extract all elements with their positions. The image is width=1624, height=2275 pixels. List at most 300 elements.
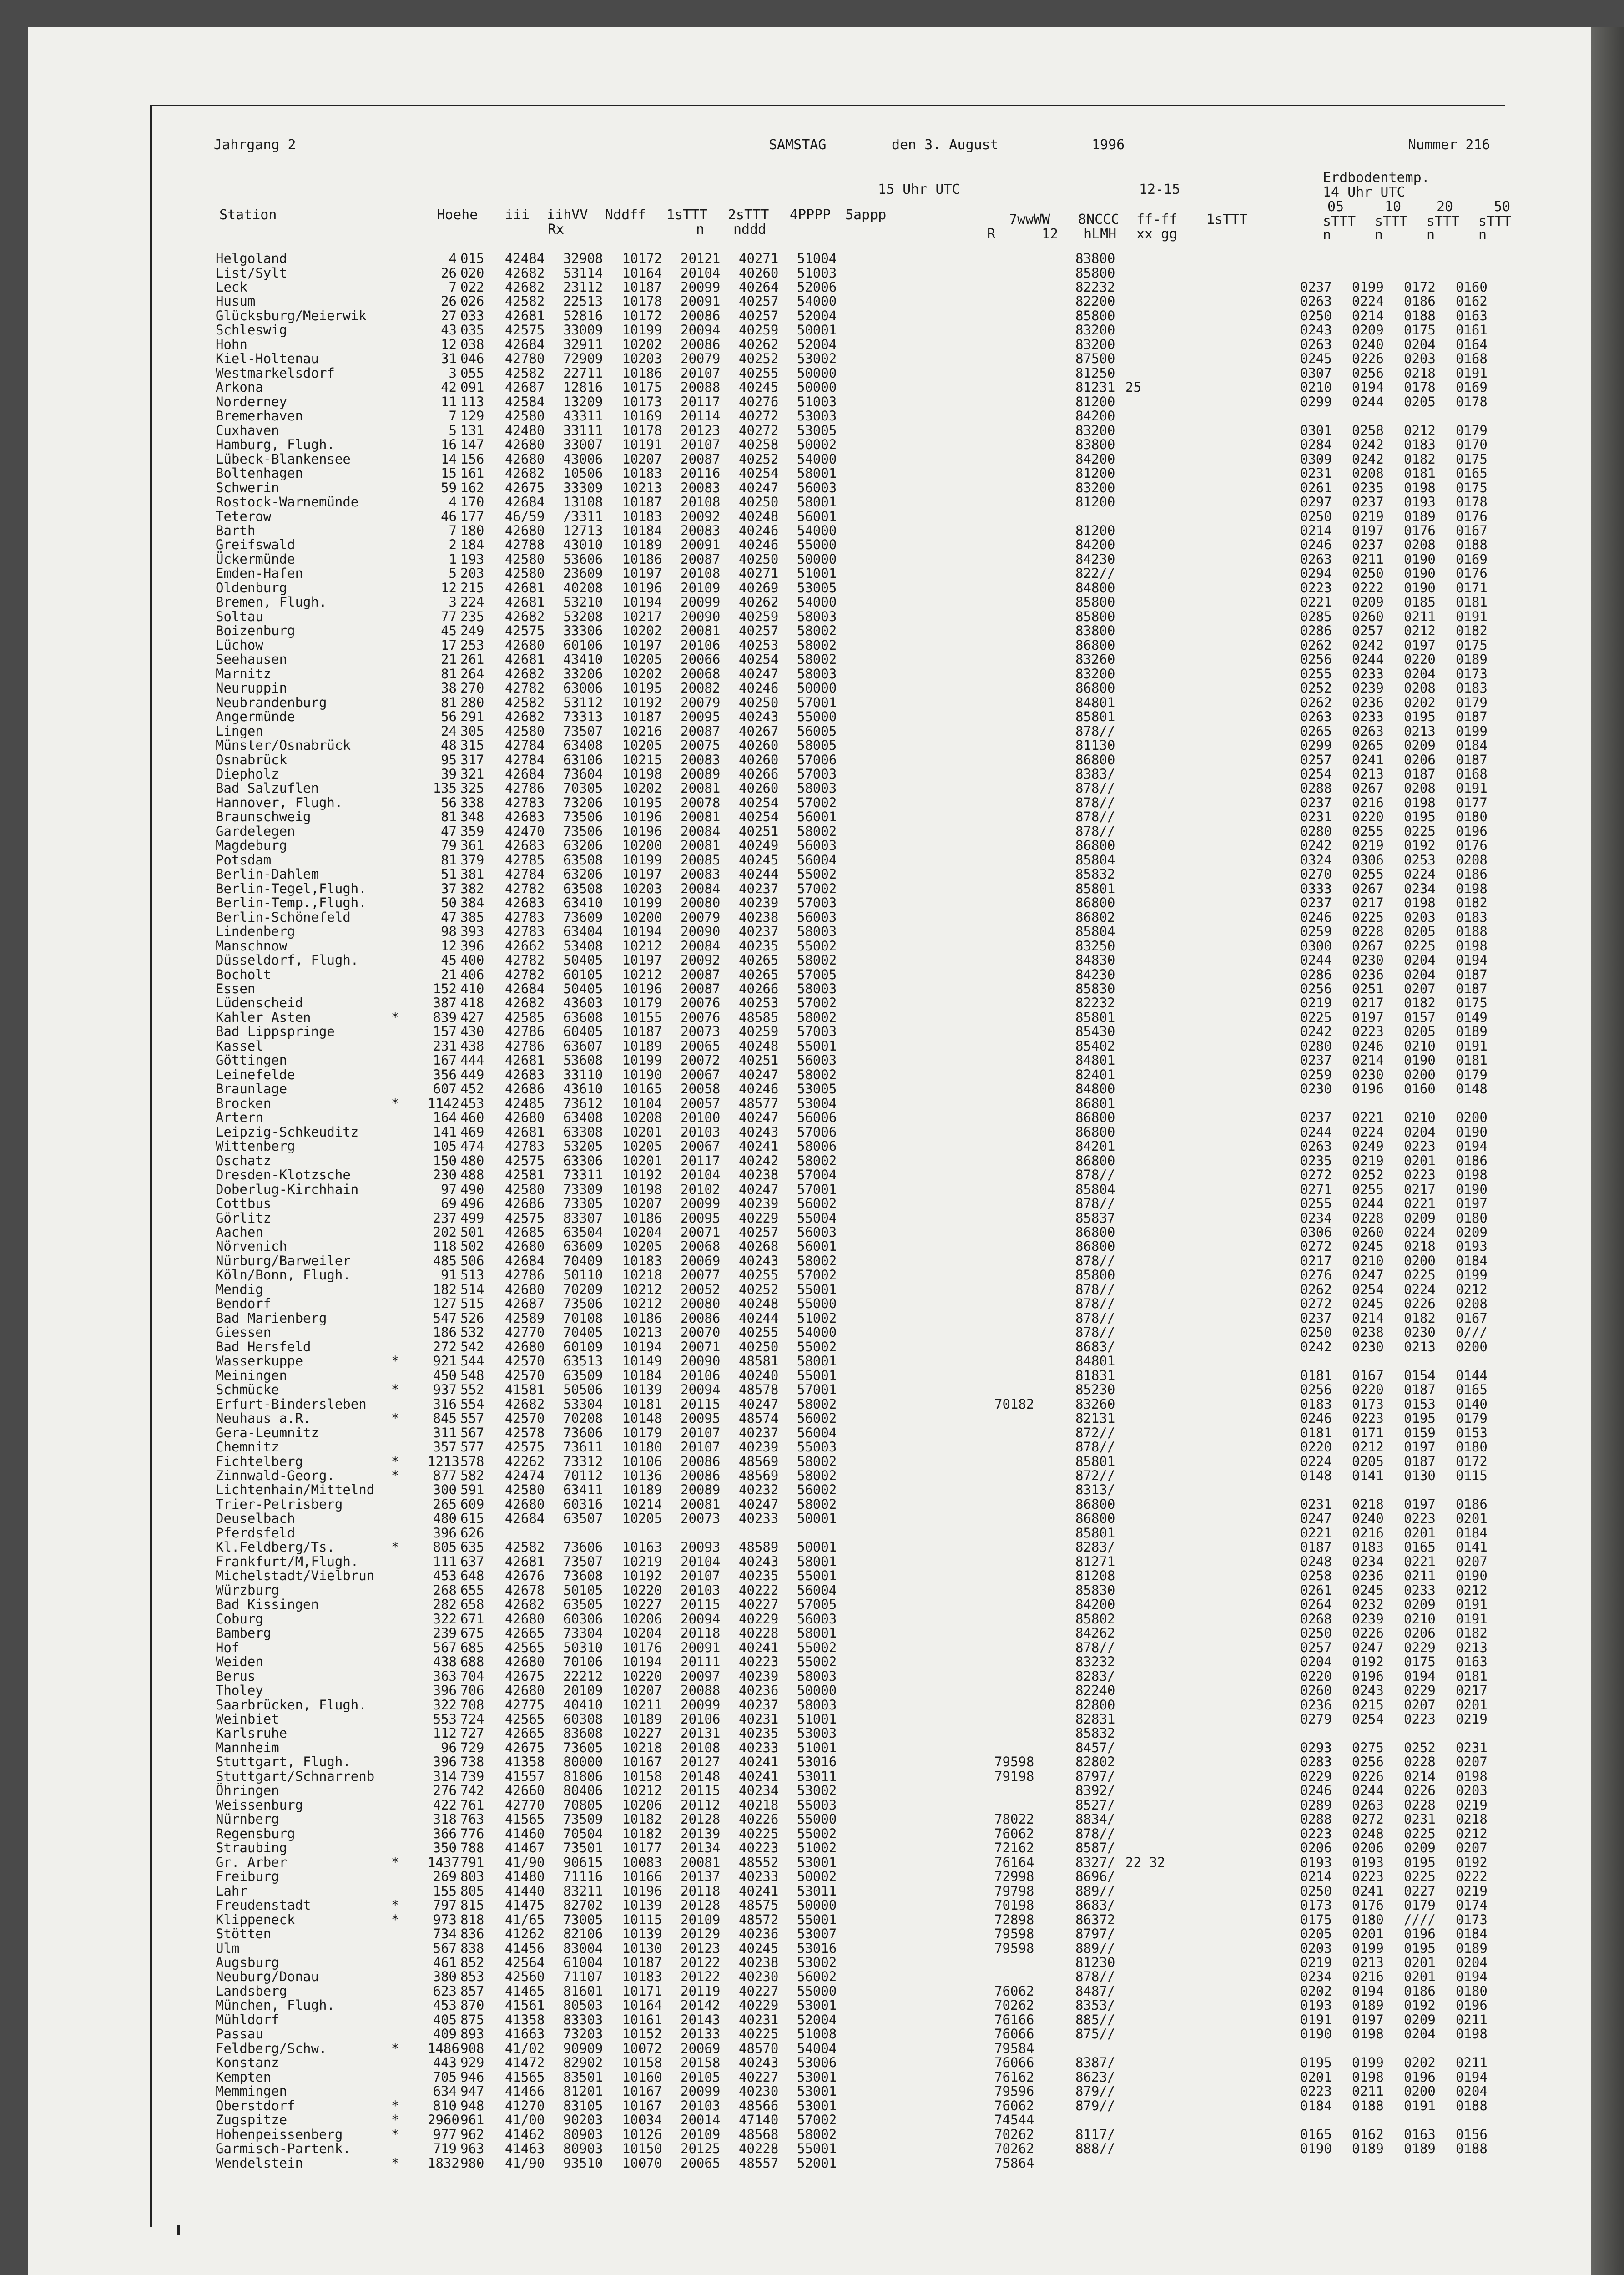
- dewpoint-group: 20092: [681, 508, 721, 524]
- cloud-group: 8327/: [1075, 1854, 1115, 1870]
- soil-temp-05: 0220: [1300, 1668, 1332, 1684]
- hoehe: 164: [433, 1110, 457, 1126]
- soil-temp-05: 0237: [1300, 1052, 1332, 1068]
- mountain-mark: *: [391, 1009, 399, 1025]
- cloud-group: 86802: [1075, 909, 1115, 925]
- soil-temp-20: 0202: [1404, 2055, 1436, 2071]
- soil-temp-20: 0201: [1404, 1969, 1436, 1985]
- table-row: [0, 1625, 1488, 1641]
- soil-temp-50: 0191: [1456, 1038, 1488, 1054]
- hoehe: 316: [433, 1396, 457, 1412]
- station-name: Cuxhaven: [216, 422, 279, 438]
- soil-temp-05: 0237: [1300, 1110, 1332, 1126]
- tendency-group: 56003: [797, 480, 837, 495]
- table-row: [0, 666, 1488, 682]
- soil-temp-10: 0242: [1352, 437, 1384, 453]
- nddff: 73506: [563, 1296, 603, 1312]
- cloud-group: 878//: [1075, 780, 1115, 796]
- soil-temp-05: 0309: [1300, 451, 1332, 467]
- temp-group: 10192: [622, 1568, 662, 1584]
- station-name: Gera-Leumnitz: [216, 1425, 319, 1441]
- temp-group: 10207: [622, 1196, 662, 1211]
- sttt-50: sTTT: [1478, 213, 1512, 229]
- table-row: [0, 1110, 1488, 1126]
- tendency-group: 55002: [797, 938, 837, 954]
- station-id: 393: [460, 924, 484, 940]
- hoehe: 4: [449, 251, 457, 266]
- temp-group: 10201: [622, 1124, 662, 1140]
- soil-temp-05: 0203: [1300, 1940, 1332, 1956]
- pressure-group: 40244: [739, 866, 779, 882]
- nddff: 63509: [563, 1367, 603, 1383]
- station-name: Stuttgart, Flugh.: [216, 1754, 351, 1770]
- temp-group: 10199: [622, 1052, 662, 1068]
- cloud-group: 86800: [1075, 752, 1115, 768]
- pressure-group: 40230: [739, 1969, 779, 1985]
- tendency-group: 58002: [797, 1467, 837, 1483]
- weather-group: 76062: [994, 1983, 1034, 1999]
- soil-temp-10: 0222: [1352, 580, 1384, 596]
- hoehe: 2: [449, 537, 457, 553]
- soil-temp-10: 0183: [1352, 1539, 1384, 1555]
- iihvv: 42783: [505, 1138, 545, 1154]
- nddff: 73604: [563, 766, 603, 782]
- temp-group: 10207: [622, 1683, 662, 1698]
- station-id: 249: [460, 623, 484, 639]
- nddff: 70208: [563, 1410, 603, 1426]
- station-id: 675: [460, 1625, 484, 1641]
- station-id: 177: [460, 508, 484, 524]
- hoehe: 450: [433, 1367, 457, 1383]
- tendency-group: 51002: [797, 1840, 837, 1856]
- station-id: 655: [460, 1582, 484, 1598]
- soil-temp-50: 0180: [1456, 1210, 1488, 1226]
- soil-temp-20: 0153: [1404, 1396, 1436, 1412]
- hoehe: 322: [433, 1697, 457, 1713]
- soil-temp-10: 0240: [1352, 1511, 1384, 1527]
- nddff: 71107: [563, 1969, 603, 1985]
- soil-temp-20: 0224: [1404, 1281, 1436, 1297]
- tendency-group: 53003: [797, 408, 837, 424]
- station-name: Gr. Arber: [216, 1854, 287, 1870]
- station-id: 963: [460, 2141, 484, 2156]
- soil-temp-20: 0224: [1404, 1224, 1436, 1240]
- tendency-group: 57005: [797, 966, 837, 982]
- cloud-group: 878//: [1075, 1167, 1115, 1183]
- tendency-group: 58002: [797, 952, 837, 968]
- cloud-group: 82831: [1075, 1711, 1115, 1727]
- nddff: 73304: [563, 1625, 603, 1641]
- station-id: 156: [460, 451, 484, 467]
- station-name: Frankfurt/M,Flugh.: [216, 1553, 359, 1569]
- temp-group: 10070: [622, 2155, 662, 2171]
- cloud-group: 86800: [1075, 1110, 1115, 1126]
- temp-group: 10194: [622, 1654, 662, 1670]
- soil-temp-05: 0283: [1300, 1754, 1332, 1770]
- soil-temp-20: 0253: [1404, 852, 1436, 868]
- soil-temp-50: 0219: [1456, 1797, 1488, 1813]
- soil-temp-10: 0239: [1352, 1611, 1384, 1627]
- soil-temp-50: 0181: [1456, 594, 1488, 610]
- table-row: [0, 252, 1456, 266]
- dewpoint-group: 20066: [681, 652, 721, 667]
- iihvv: 42681: [505, 594, 545, 610]
- station-id: 261: [460, 652, 484, 667]
- soil-temp-05: 0235: [1300, 1153, 1332, 1168]
- cloud-group: 81231: [1075, 379, 1115, 395]
- dewpoint-group: 20125: [681, 2141, 721, 2156]
- soil-temp-05: 0187: [1300, 1539, 1332, 1555]
- soil-temp-20: 0190: [1404, 1052, 1436, 1068]
- temp-group: 10216: [622, 723, 662, 739]
- station-id: 648: [460, 1568, 484, 1584]
- iihvv: 42665: [505, 1625, 545, 1641]
- temp-group: 10139: [622, 1897, 662, 1913]
- station-id: 015: [460, 251, 484, 266]
- soil-temp-05: 0202: [1300, 1983, 1332, 1999]
- cloud-group: 878//: [1075, 1825, 1115, 1841]
- soil-temp-20: 0198: [1404, 895, 1436, 911]
- station-name: Lüdenscheid: [216, 995, 303, 1011]
- hoehe: 422: [433, 1797, 457, 1813]
- soil-temp-20: 0182: [1404, 1310, 1436, 1326]
- station-id: 502: [460, 1239, 484, 1254]
- station-id: 704: [460, 1668, 484, 1684]
- soil-temp-05: 0306: [1300, 1224, 1332, 1240]
- soil-temp-50: 0176: [1456, 508, 1488, 524]
- table-row: [0, 1052, 1488, 1068]
- station-id: 685: [460, 1639, 484, 1655]
- tendency-group: 50000: [797, 1897, 837, 1913]
- pressure-group: 48578: [739, 1382, 779, 1398]
- station-name: Magdeburg: [216, 838, 287, 854]
- cloud-group: 81200: [1075, 522, 1115, 538]
- station-name: Neubrandenburg: [216, 694, 327, 710]
- station-name: Greifswald: [216, 537, 295, 553]
- temp-group: 10034: [622, 2112, 662, 2128]
- hoehe: 95: [441, 752, 457, 768]
- weather-group: 74544: [994, 2112, 1034, 2128]
- dewpoint-group: 20083: [681, 522, 721, 538]
- tendency-group: 58002: [797, 1009, 837, 1025]
- soil-temp-50: 0186: [1456, 1496, 1488, 1512]
- station-id: 526: [460, 1310, 484, 1326]
- nddff: 53205: [563, 1138, 603, 1154]
- temp-group: 10206: [622, 1611, 662, 1627]
- temp-group: 10126: [622, 2126, 662, 2142]
- tendency-group: 57003: [797, 895, 837, 911]
- mountain-mark: *: [391, 2112, 399, 2128]
- hoehe: 152: [433, 981, 457, 996]
- soil-temp-20: 0179: [1404, 1897, 1436, 1913]
- soil-temp-20: 0234: [1404, 880, 1436, 896]
- pressure-group: 40247: [739, 666, 779, 682]
- soil-temp-05: 0204: [1300, 1654, 1332, 1670]
- nddff: 73203: [563, 2026, 603, 2042]
- cloud-group: 83200: [1075, 480, 1115, 495]
- dewpoint-group: 20121: [681, 251, 721, 266]
- hoehe: 7: [449, 522, 457, 538]
- soil-temp-10: 0255: [1352, 823, 1384, 839]
- weather-group: 79198: [994, 1768, 1034, 1784]
- soil-temp-05: 0231: [1300, 465, 1332, 481]
- cloud-group: 81208: [1075, 1568, 1115, 1584]
- temp-group: 10183: [622, 1253, 662, 1269]
- nddff: 63505: [563, 1597, 603, 1613]
- station-id: 578: [460, 1453, 484, 1469]
- soil-temp-05: 0181: [1300, 1425, 1332, 1441]
- temp-group: 10189: [622, 1038, 662, 1054]
- soil-temp-05: 0191: [1300, 2012, 1332, 2027]
- tendency-group: 50000: [797, 680, 837, 696]
- nddff: 60308: [563, 1711, 603, 1727]
- soil-temp-05: 0234: [1300, 1210, 1332, 1226]
- soil-temp-10: 0197: [1352, 2012, 1384, 2027]
- soil-temp-50: 0179: [1456, 694, 1488, 710]
- table-row: [0, 1553, 1488, 1569]
- station-name: Oberstdorf: [216, 2098, 295, 2113]
- station-id: 836: [460, 1926, 484, 1941]
- station-id: 637: [460, 1553, 484, 1569]
- dewpoint-group: 20087: [681, 551, 721, 567]
- temp-group: 10199: [622, 895, 662, 911]
- nddff: 82902: [563, 2055, 603, 2071]
- iihvv: 41358: [505, 2012, 545, 2027]
- soil-temp-10: 0228: [1352, 924, 1384, 940]
- jahrgang: Jahrgang 2: [214, 137, 296, 153]
- dewpoint-group: 20078: [681, 794, 721, 810]
- erdboden-title: Erdbodentemp.: [1323, 170, 1430, 186]
- tendency-group: 51003: [797, 394, 837, 410]
- iihvv: 42681: [505, 652, 545, 667]
- dewpoint-group: 20119: [681, 1983, 721, 1999]
- iihvv: 41440: [505, 1883, 545, 1899]
- cloud-group: 84830: [1075, 952, 1115, 968]
- mountain-mark: *: [391, 1854, 399, 1870]
- station-name: Lichtenhain/Mittelnd: [216, 1482, 375, 1498]
- station-name: Bamberg: [216, 1625, 272, 1641]
- temp-group: 10212: [622, 1296, 662, 1312]
- iihvv: 42780: [505, 351, 545, 367]
- soil-temp-50: 0188: [1456, 537, 1488, 553]
- tendency-group: 55000: [797, 537, 837, 553]
- station-name: Nörvenich: [216, 1239, 287, 1254]
- nddff: 63408: [563, 738, 603, 753]
- pressure-group: 40257: [739, 293, 779, 309]
- soil-temp-05: 0250: [1300, 1883, 1332, 1899]
- temp-group: 10161: [622, 2012, 662, 2027]
- hoehe: 81: [441, 852, 457, 868]
- soil-temp-50: 0186: [1456, 866, 1488, 882]
- soil-temp-20: 0165: [1404, 1539, 1436, 1555]
- station-id: 253: [460, 637, 484, 653]
- soil-temp-05: 0193: [1300, 1854, 1332, 1870]
- soil-temp-10: 0232: [1352, 1597, 1384, 1613]
- soil-temp-10: 0197: [1352, 522, 1384, 538]
- soil-temp-05: 0272: [1300, 1239, 1332, 1254]
- soil-temp-50: 0212: [1456, 1582, 1488, 1598]
- pressure-group: 48585: [739, 1009, 779, 1025]
- soil-temp-05: 0242: [1300, 1024, 1332, 1040]
- tendency-group: 58002: [797, 637, 837, 653]
- station-name: Kl.Feldberg/Ts.: [216, 1539, 335, 1555]
- station-name: Meiningen: [216, 1367, 287, 1383]
- cloud-group: 878//: [1075, 809, 1115, 825]
- table-row: [0, 336, 1488, 352]
- iihvv: 42675: [505, 480, 545, 495]
- station-name: Rostock-Warnemünde: [216, 494, 359, 510]
- dewpoint-group: 20108: [681, 566, 721, 581]
- soil-temp-10: 0241: [1352, 752, 1384, 768]
- hoehe: 7: [449, 279, 457, 295]
- table-row: [0, 1840, 1488, 1856]
- cloud-group: 8392/: [1075, 1783, 1115, 1799]
- pressure-group: 40254: [739, 652, 779, 667]
- station-id: 708: [460, 1697, 484, 1713]
- cloud-group: 84201: [1075, 1138, 1115, 1154]
- station-name: Nürnberg: [216, 1811, 279, 1827]
- table-row: [0, 1124, 1488, 1140]
- soil-temp-05: 0245: [1300, 351, 1332, 367]
- tendency-group: 50001: [797, 1539, 837, 1555]
- cloud-group: 878//: [1075, 1281, 1115, 1297]
- cloud-group: 878//: [1075, 823, 1115, 839]
- hoehe: 810: [433, 2098, 457, 2113]
- soil-temp-05: 0250: [1300, 1625, 1332, 1641]
- table-row: [0, 1396, 1488, 1412]
- temp-group: 10212: [622, 966, 662, 982]
- col-1sttt-2: 1sTTT: [1206, 212, 1248, 228]
- cloud-group: 879//: [1075, 2083, 1115, 2099]
- soil-temp-20: 0186: [1404, 293, 1436, 309]
- nddff: 53408: [563, 938, 603, 954]
- iihvv: 42675: [505, 1668, 545, 1684]
- tendency-group: 53001: [797, 1854, 837, 1870]
- soil-temp-10: 0263: [1352, 1797, 1384, 1813]
- temp-group: 10186: [622, 365, 662, 381]
- pressure-group: 40228: [739, 2141, 779, 2156]
- table-row: [0, 465, 1488, 481]
- temp-group: 10178: [622, 293, 662, 309]
- soil-temp-20: 0189: [1404, 508, 1436, 524]
- station-name: Dresden-Klotzsche: [216, 1167, 351, 1183]
- nddff: 82106: [563, 1926, 603, 1941]
- iihvv: 42684: [505, 336, 545, 352]
- obs-time: 15 Uhr UTC: [878, 182, 960, 197]
- pressure-group: 40248: [739, 508, 779, 524]
- soil-temp-20: 0208: [1404, 537, 1436, 553]
- table-row: [0, 451, 1488, 467]
- station-name: Konstanz: [216, 2055, 279, 2071]
- soil-temp-50: 0183: [1456, 680, 1488, 696]
- station-id: 385: [460, 909, 484, 925]
- soil-temp-50: 0174: [1456, 1897, 1488, 1913]
- soil-temp-50: 0200: [1456, 1339, 1488, 1355]
- nddff: 60109: [563, 1339, 603, 1355]
- dewpoint-group: 20094: [681, 1611, 721, 1627]
- station-name: Boizenburg: [216, 623, 295, 639]
- table-row: [0, 1926, 1488, 1941]
- weather-group: 76062: [994, 2098, 1034, 2113]
- soil-temp-10: 0236: [1352, 966, 1384, 982]
- station-name: Lübeck-Blankensee: [216, 451, 351, 467]
- soil-temp-50: 0193: [1456, 1239, 1488, 1254]
- temp-group: 10200: [622, 909, 662, 925]
- soil-temp-10: 0275: [1352, 1739, 1384, 1755]
- cloud-group: 86801: [1075, 1095, 1115, 1111]
- table-row: [0, 566, 1488, 581]
- tendency-group: 58006: [797, 1138, 837, 1154]
- temp-group: 10202: [622, 623, 662, 639]
- pressure-group: 40247: [739, 480, 779, 495]
- cloud-group: 83260: [1075, 1396, 1115, 1412]
- pressure-group: 48589: [739, 1539, 779, 1555]
- station-name: Passau: [216, 2026, 263, 2042]
- soil-temp-20: 0223: [1404, 1511, 1436, 1527]
- iihvv: 46/59: [505, 508, 545, 524]
- station-id: 215: [460, 580, 484, 596]
- dewpoint-group: 20108: [681, 494, 721, 510]
- tendency-group: 54000: [797, 522, 837, 538]
- station-name: Straubing: [216, 1840, 287, 1856]
- soil-temp-20: 0231: [1404, 1811, 1436, 1827]
- tendency-group: 57002: [797, 880, 837, 896]
- table-row: [0, 1969, 1488, 1985]
- station-name: Seehausen: [216, 652, 287, 667]
- hoehe: 26: [441, 265, 457, 281]
- tendency-group: 56004: [797, 852, 837, 868]
- soil-temp-50: 0184: [1456, 738, 1488, 753]
- table-row: [0, 1940, 1488, 1956]
- nddff: 13108: [563, 494, 603, 510]
- table-row: [0, 308, 1488, 324]
- cloud-group: 878//: [1075, 723, 1115, 739]
- nddff: 50506: [563, 1382, 603, 1398]
- nddff: 63410: [563, 895, 603, 911]
- iihvv: 42680: [505, 522, 545, 538]
- station-id: 724: [460, 1711, 484, 1727]
- soil-temp-20: 0175: [1404, 322, 1436, 338]
- pressure-group: 40253: [739, 995, 779, 1011]
- soil-temp-50: 0198: [1456, 1167, 1488, 1183]
- station-id: 893: [460, 2026, 484, 2042]
- station-id: 908: [460, 2040, 484, 2056]
- cloud-group: 878//: [1075, 1310, 1115, 1326]
- station-id: 788: [460, 1840, 484, 1856]
- hoehe: 50: [441, 895, 457, 911]
- soil-temp-10: 0244: [1352, 394, 1384, 410]
- station-name: Stötten: [216, 1926, 272, 1941]
- hoehe: 276: [433, 1783, 457, 1799]
- soil-temp-20: 0225: [1404, 823, 1436, 839]
- soil-temp-20: 0212: [1404, 623, 1436, 639]
- station-name: Fichtelberg: [216, 1453, 303, 1469]
- soil-temp-10: 0219: [1352, 1153, 1384, 1168]
- iihvv: 42575: [505, 623, 545, 639]
- hoehe: 387: [433, 995, 457, 1011]
- pressure-group: 40247: [739, 1396, 779, 1412]
- station-name: Angermünde: [216, 709, 295, 724]
- cloud-group: 878//: [1075, 1969, 1115, 1985]
- hoehe: 48: [441, 738, 457, 753]
- hoehe: 112: [433, 1725, 457, 1741]
- iihvv: 42584: [505, 394, 545, 410]
- tendency-group: 57003: [797, 1024, 837, 1040]
- iihvv: 42680: [505, 451, 545, 467]
- soil-temp-20: 0176: [1404, 522, 1436, 538]
- soil-temp-10: 0245: [1352, 1582, 1384, 1598]
- nddff: 83608: [563, 1725, 603, 1741]
